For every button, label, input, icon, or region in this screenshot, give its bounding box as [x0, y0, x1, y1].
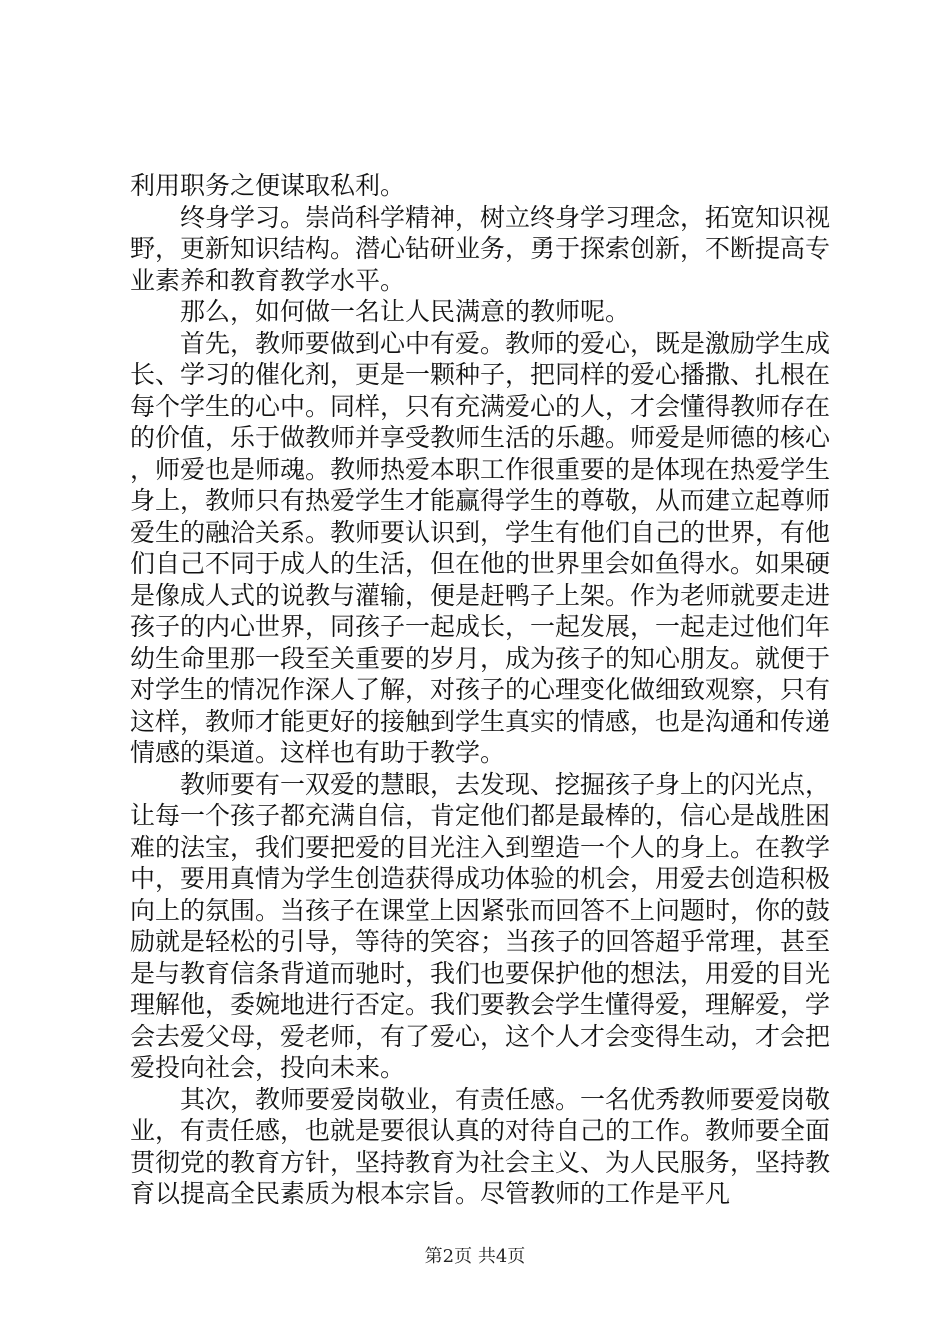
paragraph-2: 终身学习。崇尚科学精神，树立终身学习理念，拓宽知识视野，更新知识结构。潜心钻研业务，勇于探索创新，不断提高专业素养和教育教学水平。 — [130, 202, 831, 295]
paragraph-5: 教师要有一双爱的慧眼，去发现、挖掘孩子身上的闪光点，让每一个孩子都充满自信，肯定他们都是最棒的，信心是战胜困难的法宝，我们要把爱的目光注入到塑造一个人的身上。在教学中，要用真情为学生创造获得成功体验的机会，用爱去创造积极向上的氛围。当孩子在课堂上因紧张而回答不上问题时，你的鼓励就是轻松的引导，等待的笑容；当孩子的回答超乎常理，甚至是与教育信条背道而驰时，我们也要保护他的想法，用爱的目光理解他，委婉地进行否定。我们要教会学生懂得爱，理解爱，学会去爱父母，爱老师，有了爱心，这个人才会变得生动，才会把爱投向社会，投向未来。 — [130, 769, 831, 1082]
paragraph-6: 其次，教师要爱岗敬业，有责任感。一名优秀教师要爱岗敬业，有责任感，也就是要很认真的对待自己的工作。教师要全面贯彻党的教育方针，坚持教育为社会主义、为人民服务，坚持教育以提高全民素质为根本宗旨。尽管教师的工作是平凡 — [130, 1084, 831, 1208]
body-text — [130, 170, 830, 1210]
page-footer: 第2页 共4页 — [424, 1246, 526, 1267]
paragraph-1: 利用职务之便谋取私利。 — [130, 171, 406, 200]
paragraph-3: 那么，如何做一名让人民满意的教师呢。 — [180, 297, 631, 326]
paragraph-4: 首先，教师要做到心中有爱。教师的爱心，既是激励学生成长、学习的催化剂，更是一颗种子，把同样的爱心播撒、扎根在每个学生的心中。同样，只有充满爱心的人，才会懂得教师存在的价值，乐于做教师并享受教师生活的乐趣。师爱是师德的核心，师爱也是师魂。教师热爱本职工作很重要的是体现在热爱学生身上，教师只有热爱学生才能赢得学生的尊敬，从而建立起尊师爱生的融洽关系。教师要认识到，学生有他们自己的世界，有他们自己不同于成人的生活，但在他的世界里会如鱼得水。如果硬是像成人式的说教与灌输，便是赶鸭子上架。作为老师就要走进孩子的内心世界，同孩子一起成长，一起发展，一起走过他们年幼生命里那一段至关重要的岁月，成为孩子的知心朋友。就便于对学生的情况作深人了解，对孩子的心理变化做细致观察，只有这样，教师才能更好的接触到学生真实的情感，也是沟通和传递情感的渠道。这样也有助于教学。 — [130, 328, 831, 767]
